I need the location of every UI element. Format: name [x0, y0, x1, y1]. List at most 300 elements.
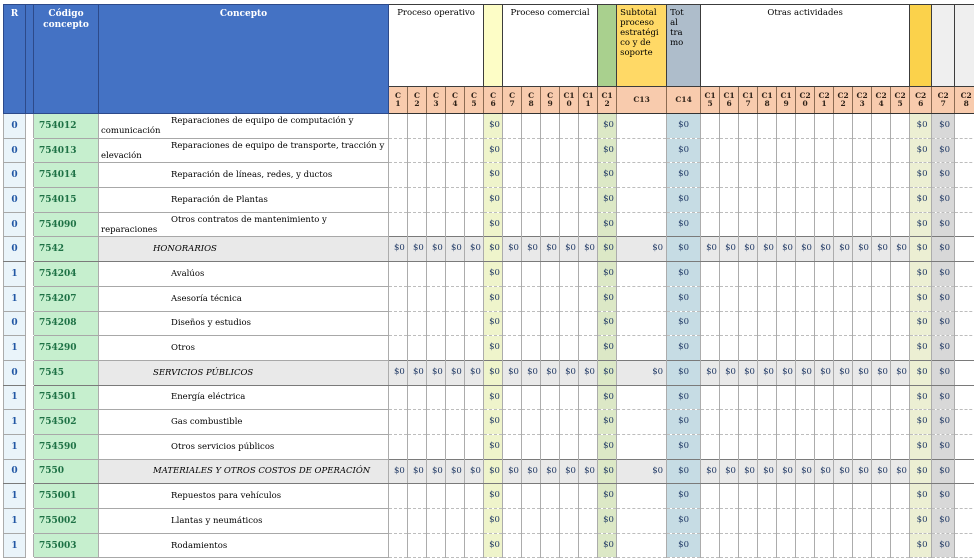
- concepto-cell-754207: [99, 286, 389, 311]
- cell-754290-C5: [465, 336, 484, 361]
- band-c26: [910, 5, 932, 87]
- cell-754204-C24: [872, 262, 891, 287]
- cell-754290-C16: [720, 336, 739, 361]
- cell-754208-C25: [891, 311, 910, 336]
- col-label-C11: C1 1: [579, 87, 598, 114]
- cell-754502-C2: [408, 410, 427, 435]
- cell-754015-C21: [815, 188, 834, 213]
- value-text: $0: [916, 342, 928, 353]
- cell-754090-C24: [872, 212, 891, 237]
- table-row-755003: [4, 533, 974, 558]
- cell-754012-C10: [560, 114, 579, 139]
- group-otras-actividades: Otras actividades: [701, 5, 910, 87]
- r-cell-754502: 1: [4, 410, 26, 435]
- value-text: $0: [451, 465, 462, 476]
- cell-754502-C12: [598, 410, 617, 435]
- concepto-cell-754501: [99, 385, 389, 410]
- cell-754014-C27: [932, 163, 955, 188]
- value-text: $0: [839, 465, 850, 476]
- cell-7542-C4: [446, 237, 465, 262]
- col-label-C19: C1 9: [777, 87, 796, 114]
- value-text: $0: [394, 465, 405, 476]
- cell-754207-C15: [701, 286, 720, 311]
- cell-7542-C12: [598, 237, 617, 262]
- cell-754013-C23: [853, 138, 872, 163]
- cell-754290-C9: [541, 336, 560, 361]
- cell-754290-C3: [427, 336, 446, 361]
- col-label-C10: C1 0: [560, 87, 579, 114]
- cell-754090-C4: [446, 212, 465, 237]
- cell-754501-C24: [872, 385, 891, 410]
- cell-754013-C20: [796, 138, 815, 163]
- cell-755001-C3: [427, 484, 446, 509]
- cell-754590-C21: [815, 434, 834, 459]
- cell-754502-C26: [910, 410, 932, 435]
- cell-754502-C3: [427, 410, 446, 435]
- spacer-cell: [26, 163, 34, 188]
- col-label-C12: C1 2: [598, 87, 617, 114]
- codigo-cell-7545: 7545: [34, 360, 99, 385]
- cell-755003-C20: [796, 533, 815, 558]
- cell-754290-C24: [872, 336, 891, 361]
- cell-7550-C3: [427, 459, 446, 484]
- cell-7545-C24: [872, 360, 891, 385]
- table-row-754501: [4, 385, 974, 410]
- cell-755002-C23: [853, 509, 872, 534]
- cell-754012-C12: [598, 114, 617, 139]
- cell-754501-C12: [598, 385, 617, 410]
- cell-755001-C14: $0: [667, 484, 701, 509]
- col-label-C3: C 3: [427, 87, 446, 114]
- cell-755001-C25: [891, 484, 910, 509]
- cell-755003-C19: [777, 533, 796, 558]
- table-row-754502: [4, 410, 974, 435]
- cell-754590-C25: [891, 434, 910, 459]
- cell-754502-C14: $0: [667, 410, 701, 435]
- r-cell-754014: 0: [4, 163, 26, 188]
- concept-text: Reparaciones de equipo de computación y comunicación: [101, 115, 354, 136]
- cell-754014-C3: [427, 163, 446, 188]
- cell-754015-C14: $0: [667, 188, 701, 213]
- concepto-cell-755003: [99, 533, 389, 558]
- cell-754015-C9: [541, 188, 560, 213]
- table-row-7550: [4, 459, 974, 484]
- cell-7550-C8: [522, 459, 541, 484]
- codigo-cell-755003: 755003: [34, 533, 99, 558]
- cell-754207-C14: $0: [667, 286, 701, 311]
- concept-text: Reparaciones de equipo de transporte, tracción y elevación: [101, 140, 385, 161]
- cell-755003-C3: [427, 533, 446, 558]
- col-label-C16: C1 6: [720, 87, 739, 114]
- cell-755001-C23: [853, 484, 872, 509]
- cell-7545-C19: [777, 360, 796, 385]
- cell-754015-C28: [955, 188, 974, 213]
- cell-754090-C15: [701, 212, 720, 237]
- r-cell-755002: 1: [4, 509, 26, 534]
- cell-754208-C13: [617, 311, 667, 336]
- concept-text: Otros contratos de mantenimiento y reparaciones: [101, 214, 327, 235]
- cell-754014-C23: [853, 163, 872, 188]
- value-text: $0: [939, 465, 950, 476]
- cell-754090-C26: [910, 212, 932, 237]
- cell-754590-C26: [910, 434, 932, 459]
- cell-754207-C2: [408, 286, 427, 311]
- cell-754290-C10: [560, 336, 579, 361]
- cell-754090-C8: [522, 212, 541, 237]
- cell-754015-C10: [560, 188, 579, 213]
- cell-754501-C27: [932, 385, 955, 410]
- cell-754502-C9: [541, 410, 560, 435]
- value-text: $0: [916, 317, 928, 328]
- value-text: $0: [584, 465, 595, 476]
- cell-754502-C7: [503, 410, 522, 435]
- concept-text: Repuestos para vehículos: [171, 491, 282, 502]
- spacer-cell: [26, 114, 34, 139]
- cell-754207-C6: [484, 286, 503, 311]
- cell-754207-C28: [955, 286, 974, 311]
- value-text: $0: [394, 366, 405, 377]
- cell-754208-C28: [955, 311, 974, 336]
- cell-754090-C28: [955, 212, 974, 237]
- cell-754290-C7: [503, 336, 522, 361]
- cell-755001-C18: [758, 484, 777, 509]
- cell-754207-C7: [503, 286, 522, 311]
- cell-754090-C11: [579, 212, 598, 237]
- col-label-C18: C1 8: [758, 87, 777, 114]
- cell-755001-C8: [522, 484, 541, 509]
- col-label-C14: C14: [667, 87, 701, 114]
- cell-754207-C12: [598, 286, 617, 311]
- value-text: $0: [489, 342, 500, 353]
- value-text: $0: [451, 366, 462, 377]
- r-cell-754208: 0: [4, 311, 26, 336]
- col-label-C2: C 2: [408, 87, 427, 114]
- cell-755001-C17: [739, 484, 758, 509]
- cell-7545-C26: [910, 360, 932, 385]
- spacer-cell: [26, 237, 34, 262]
- cell-7545-C14: $0: [667, 360, 701, 385]
- cell-755002-C6: [484, 509, 503, 534]
- codigo-cell-754012: 754012: [34, 114, 99, 139]
- cell-754090-C21: [815, 212, 834, 237]
- col-label-C4: C 4: [446, 87, 465, 114]
- value-text: $0: [489, 243, 500, 254]
- table-row-7545: [4, 360, 974, 385]
- cell-7550-C24: [872, 459, 891, 484]
- cell-754013-C17: [739, 138, 758, 163]
- cell-754013-C13: [617, 138, 667, 163]
- band-c12: [598, 5, 617, 87]
- cell-754208-C21: [815, 311, 834, 336]
- cell-754204-C15: [701, 262, 720, 287]
- cell-7550-C15: [701, 459, 720, 484]
- cell-754590-C3: [427, 434, 446, 459]
- cell-754013-C24: [872, 138, 891, 163]
- r-cell-754090: 0: [4, 212, 26, 237]
- value-text: $0: [489, 490, 500, 501]
- concept-text: Llantas y neumáticos: [171, 515, 263, 526]
- cell-754014-C28: [955, 163, 974, 188]
- value-text: $0: [470, 243, 481, 254]
- cell-754208-C1: [389, 311, 408, 336]
- table-row-755002: [4, 509, 974, 534]
- cell-754208-C9: [541, 311, 560, 336]
- cell-754012-C26: [910, 114, 932, 139]
- cell-754590-C20: [796, 434, 815, 459]
- value-text: $0: [858, 243, 869, 254]
- value-text: $0: [432, 465, 443, 476]
- cell-7545-C22: [834, 360, 853, 385]
- value-text: $0: [820, 366, 831, 377]
- cell-754012-C11: [579, 114, 598, 139]
- cell-755002-C21: [815, 509, 834, 534]
- value-text: $0: [939, 391, 950, 402]
- value-text: $0: [801, 366, 812, 377]
- cell-754204-C10: [560, 262, 579, 287]
- cell-754502-C8: [522, 410, 541, 435]
- cell-754012-C18: [758, 114, 777, 139]
- value-text: $0: [451, 243, 462, 254]
- cell-754207-C19: [777, 286, 796, 311]
- cell-755002-C1: [389, 509, 408, 534]
- cell-7542-C15: [701, 237, 720, 262]
- cell-755002-C15: [701, 509, 720, 534]
- cell-754208-C18: [758, 311, 777, 336]
- cell-754207-C27: [932, 286, 955, 311]
- cell-754208-C7: [503, 311, 522, 336]
- cell-755001-C4: [446, 484, 465, 509]
- cell-754290-C2: [408, 336, 427, 361]
- cell-755002-C14: $0: [667, 509, 701, 534]
- cell-7545-C3: [427, 360, 446, 385]
- cell-754204-C13: [617, 262, 667, 287]
- cell-754501-C5: [465, 385, 484, 410]
- cell-7550-C28: [955, 459, 974, 484]
- cell-754207-C5: [465, 286, 484, 311]
- cell-754012-C4: [446, 114, 465, 139]
- cell-754290-C1: [389, 336, 408, 361]
- cell-754013-C28: [955, 138, 974, 163]
- value-text: $0: [839, 243, 850, 254]
- cell-754204-C27: [932, 262, 955, 287]
- cell-755002-C3: [427, 509, 446, 534]
- cell-754501-C20: [796, 385, 815, 410]
- cell-754012-C15: [701, 114, 720, 139]
- cell-754501-C13: [617, 385, 667, 410]
- cell-754590-C4: [446, 434, 465, 459]
- value-text: $0: [584, 366, 595, 377]
- cell-754290-C6: [484, 336, 503, 361]
- cell-754012-C22: [834, 114, 853, 139]
- cell-754290-C21: [815, 336, 834, 361]
- spacer-cell: [26, 509, 34, 534]
- cell-754015-C1: [389, 188, 408, 213]
- group-total-tramo-label: Total tramo: [670, 8, 684, 49]
- cell-754012-C9: [541, 114, 560, 139]
- value-text: $0: [603, 292, 614, 303]
- codigo-cell-754090: 754090: [34, 212, 99, 237]
- cell-754014-C24: [872, 163, 891, 188]
- cell-754015-C19: [777, 188, 796, 213]
- cell-754590-C17: [739, 434, 758, 459]
- cell-755002-C19: [777, 509, 796, 534]
- value-text: $0: [603, 144, 614, 155]
- cell-754502-C5: [465, 410, 484, 435]
- value-text: $0: [839, 366, 850, 377]
- value-text: $0: [858, 465, 869, 476]
- table-row-754014: [4, 163, 974, 188]
- col-label-C26: C2 6: [910, 87, 932, 114]
- value-text: $0: [763, 243, 774, 254]
- cell-755003-C17: [739, 533, 758, 558]
- value-text: $0: [916, 144, 928, 155]
- cell-755001-C16: [720, 484, 739, 509]
- cell-754012-C7: [503, 114, 522, 139]
- cell-755001-C26: [910, 484, 932, 509]
- value-text: $0: [603, 366, 614, 377]
- cell-754012-C8: [522, 114, 541, 139]
- codigo-cell-754014: 754014: [34, 163, 99, 188]
- cell-754012-C17: [739, 114, 758, 139]
- cell-754090-C5: [465, 212, 484, 237]
- value-text: $0: [939, 218, 950, 229]
- cell-754014-C17: [739, 163, 758, 188]
- cell-754204-C9: [541, 262, 560, 287]
- cell-7545-C7: [503, 360, 522, 385]
- col-label-C28: C2 8: [955, 87, 974, 114]
- cell-754590-C24: [872, 434, 891, 459]
- cell-754208-C11: [579, 311, 598, 336]
- concept-text: MATERIALES Y OTROS COSTOS DE OPERACIÓN: [153, 466, 371, 477]
- cell-754502-C18: [758, 410, 777, 435]
- value-text: $0: [603, 268, 614, 279]
- cell-754501-C19: [777, 385, 796, 410]
- spacer-cell: [26, 484, 34, 509]
- value-text: $0: [763, 366, 774, 377]
- table-row-754015: [4, 188, 974, 213]
- table-row-754290: [4, 336, 974, 361]
- cell-7545-C25: [891, 360, 910, 385]
- group-subtotal-label: Subtotal proceso estratégico y de soporte: [620, 8, 659, 59]
- cell-7550-C26: [910, 459, 932, 484]
- concept-text: Otros servicios públicos: [171, 441, 275, 452]
- spacer-cell: [26, 286, 34, 311]
- cell-754208-C8: [522, 311, 541, 336]
- cell-754014-C14: $0: [667, 163, 701, 188]
- cell-754207-C8: [522, 286, 541, 311]
- value-text: $0: [603, 465, 614, 476]
- r-cell-755003: 1: [4, 533, 26, 558]
- cell-7545-C5: [465, 360, 484, 385]
- concept-text: SERVICIOS PÚBLICOS: [153, 367, 254, 378]
- value-text: $0: [939, 169, 950, 180]
- cell-754207-C10: [560, 286, 579, 311]
- r-cell-754501: 1: [4, 385, 26, 410]
- cell-754014-C20: [796, 163, 815, 188]
- cell-755003-C10: [560, 533, 579, 558]
- cell-754012-C28: [955, 114, 974, 139]
- cell-754290-C28: [955, 336, 974, 361]
- cell-754204-C23: [853, 262, 872, 287]
- cell-7550-C12: [598, 459, 617, 484]
- value-text: $0: [939, 416, 950, 427]
- value-text: $0: [725, 465, 736, 476]
- value-text: $0: [565, 243, 576, 254]
- cell-754013-C26: [910, 138, 932, 163]
- cell-754015-C20: [796, 188, 815, 213]
- cell-755002-C8: [522, 509, 541, 534]
- value-text: $0: [527, 243, 538, 254]
- costs-table: [3, 4, 974, 558]
- header-concepto: Concepto: [99, 5, 389, 114]
- concepto-cell-7542: [99, 237, 389, 262]
- cell-7550-C22: [834, 459, 853, 484]
- cell-754014-C15: [701, 163, 720, 188]
- cell-754502-C25: [891, 410, 910, 435]
- cell-754015-C6: [484, 188, 503, 213]
- cell-754204-C8: [522, 262, 541, 287]
- cell-754590-C10: [560, 434, 579, 459]
- cell-754014-C5: [465, 163, 484, 188]
- codigo-cell-754501: 754501: [34, 385, 99, 410]
- cell-754501-C11: [579, 385, 598, 410]
- spacer-cell: [26, 533, 34, 558]
- value-text: $0: [939, 440, 950, 451]
- cell-755003-C22: [834, 533, 853, 558]
- value-text: $0: [603, 514, 614, 525]
- cell-754014-C16: [720, 163, 739, 188]
- cell-7542-C8: [522, 237, 541, 262]
- cell-754015-C8: [522, 188, 541, 213]
- value-text: $0: [801, 243, 812, 254]
- value-text: $0: [489, 292, 500, 303]
- cell-754290-C14: $0: [667, 336, 701, 361]
- concept-text: Avalúos: [171, 268, 205, 279]
- concepto-cell-754013: [99, 138, 389, 163]
- concepto-cell-754012: [99, 114, 389, 139]
- codigo-cell-755002: 755002: [34, 509, 99, 534]
- cell-754501-C28: [955, 385, 974, 410]
- concepto-cell-754290: [99, 336, 389, 361]
- cell-754014-C22: [834, 163, 853, 188]
- cell-754013-C16: [720, 138, 739, 163]
- cell-754590-C13: [617, 434, 667, 459]
- value-text: $0: [603, 194, 614, 205]
- group-subtotal-proceso: [617, 5, 667, 87]
- cell-754502-C16: [720, 410, 739, 435]
- cell-754207-C9: [541, 286, 560, 311]
- cell-754501-C4: [446, 385, 465, 410]
- spacer-cell: [26, 385, 34, 410]
- cell-7545-C27: [932, 360, 955, 385]
- cell-7550-C19: [777, 459, 796, 484]
- cell-754501-C25: [891, 385, 910, 410]
- cell-754207-C23: [853, 286, 872, 311]
- cell-7545-C11: [579, 360, 598, 385]
- cell-754590-C16: [720, 434, 739, 459]
- cell-755001-C2: [408, 484, 427, 509]
- header-codigo-concepto: Código concepto: [34, 5, 99, 114]
- value-text: $0: [470, 465, 481, 476]
- cell-755001-C1: [389, 484, 408, 509]
- cell-754015-C15: [701, 188, 720, 213]
- cell-754502-C22: [834, 410, 853, 435]
- band-c28: [955, 5, 974, 87]
- cell-754013-C8: [522, 138, 541, 163]
- cell-755003-C2: [408, 533, 427, 558]
- cell-754204-C5: [465, 262, 484, 287]
- cell-754208-C23: [853, 311, 872, 336]
